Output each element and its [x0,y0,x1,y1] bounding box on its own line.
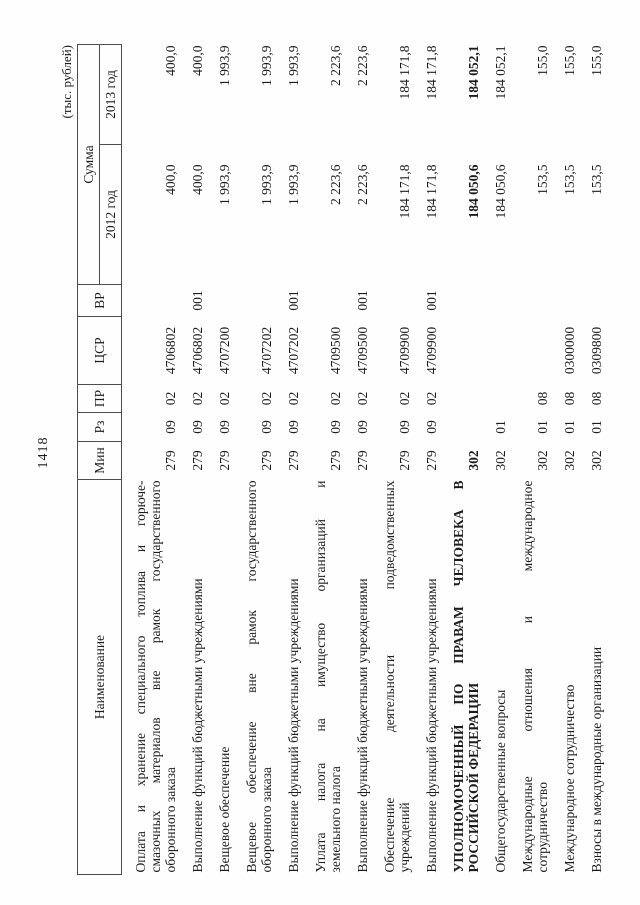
cell-name: Взносы в международные организации [589,646,604,873]
header-row-top [78,44,100,874]
cell-min: 302 [466,450,481,471]
cell-2013: 1 993,9 [286,45,301,86]
cell-pr [440,385,482,413]
cell-2013: 155,0 [562,45,577,76]
cell-vr [551,285,578,317]
cell-pr: 02 [190,391,205,406]
cell-2013: 400,0 [190,45,205,76]
cell-rz: 01 [589,420,604,434]
col-header-csr: ЦСР [78,317,122,385]
cell-2013: 1 993,9 [217,45,232,86]
cell-name: Общегосударственные вопросы [493,689,508,873]
table-row [179,44,206,874]
cell-name: Уплата налога на имущество организаций и земельного налога [313,480,343,873]
table-row [440,44,482,874]
col-header-min: Мин [78,442,122,480]
cell-2013: 155,0 [589,45,604,76]
cell-pr: 02 [259,391,274,406]
cell-vr [371,285,413,317]
cell-csr: 4709500 [355,326,370,375]
cell-2012: 2 223,6 [328,164,343,205]
cell-csr: 4706802 [190,326,205,375]
cell-name: Выполнение функций бюджетными учреждениями [424,578,439,873]
cell-rz: 09 [424,420,439,434]
cell-csr: 4709900 [424,326,439,375]
table-row [551,44,578,874]
cell-pr: 02 [328,391,343,406]
cell-csr [482,317,509,385]
cell-min: 302 [493,450,508,471]
cell-2013: 400,0 [163,45,178,76]
col-header-year-2012: 2012 год [100,145,122,285]
table-row [578,44,605,874]
cell-vr: 001 [424,290,439,311]
cell-min: 279 [259,450,274,471]
table-row [206,44,233,874]
cell-vr [233,285,275,317]
table-row [344,44,371,874]
table-row [302,44,344,874]
cell-vr: 001 [355,290,370,311]
table-row [371,44,413,874]
cell-min: 279 [328,450,343,471]
cell-vr [509,285,551,317]
cell-pr: 02 [286,391,301,406]
cell-2012: 1 993,9 [217,164,232,205]
cell-vr [302,285,344,317]
cell-2013: 155,0 [535,45,550,76]
cell-name: Выполнение функций бюджетными учреждениями [286,578,301,873]
cell-min: 279 [397,450,412,471]
cell-pr: 02 [163,391,178,406]
table-row [413,44,440,874]
col-header-year-2013: 2013 год [100,44,122,144]
cell-name: Выполнение функций бюджетными учреждениями [190,578,205,873]
cell-csr: 4709900 [397,326,412,375]
cell-vr [206,285,233,317]
cell-csr [440,317,482,385]
cell-min: 279 [217,450,232,471]
cell-2012: 184 171,8 [397,164,412,219]
cell-2012: 2 223,6 [355,164,370,205]
cell-min: 302 [562,450,577,471]
cell-2012: 1 993,9 [286,164,301,205]
col-header-rz: Рз [78,413,122,442]
cell-2012: 153,5 [589,164,604,195]
cell-rz: 09 [397,420,412,434]
cell-vr: 001 [190,290,205,311]
table-row [509,44,551,874]
cell-2012: 184 171,8 [424,164,439,219]
cell-min: 279 [190,450,205,471]
cell-rz: 01 [562,420,577,434]
table-row [482,44,509,874]
cell-vr [578,285,605,317]
cell-2013: 184 052,1 [493,45,508,100]
cell-pr: 08 [589,391,604,406]
budget-table [77,44,605,875]
cell-rz: 09 [286,420,301,434]
cell-rz: 01 [493,420,508,434]
cell-rz [440,413,482,442]
cell-pr: 02 [397,391,412,406]
col-header-vr: ВР [78,285,122,317]
cell-rz: 09 [355,420,370,434]
cell-csr [509,317,551,385]
cell-name: Обеспечение деятельности подведомственных учреждений [382,480,412,873]
cell-vr: 001 [286,290,301,311]
cell-2013: 184 171,8 [424,45,439,100]
cell-name: УПОЛНОМОЧЕННЫЙ ПО ПРАВАМ ЧЕЛОВЕКА В РОССИЙСКОЙ ФЕДЕРАЦИИ [451,480,481,873]
cell-2013: 1 993,9 [259,45,274,86]
cell-vr [440,285,482,317]
cell-name: Оплата и хранение специального топлива и горюче- смазочных материалов вне рамок государственного оборонного заказа [133,480,178,873]
cell-vr [122,285,180,317]
col-header-sum: Сумма [78,44,100,284]
cell-rz: 09 [163,420,178,434]
cell-min: 279 [286,450,301,471]
cell-2013: 184 052,1 [466,45,481,100]
cell-csr: 0300000 [562,326,577,375]
cell-min: 279 [424,450,439,471]
cell-min: 279 [355,450,370,471]
cell-rz: 09 [190,420,205,434]
cell-2012: 153,5 [562,164,577,195]
cell-name: Выполнение функций бюджетными учреждениями [355,578,370,873]
cell-2013: 2 223,6 [355,45,370,86]
cell-csr: 0309800 [589,326,604,375]
table-row [275,44,302,874]
cell-name: Вещевое обеспечение вне рамок государственного оборонного заказа [244,480,274,873]
page-number: 1418 [36,436,51,469]
cell-2013: 2 223,6 [328,45,343,86]
cell-pr: 08 [562,391,577,406]
cell-min: 302 [535,450,550,471]
cell-pr: 02 [424,391,439,406]
cell-2012: 184 050,6 [466,164,481,219]
cell-name: Международное сотрудничество [562,684,577,873]
cell-csr: 4707202 [259,326,274,375]
cell-2012: 400,0 [190,164,205,195]
cell-csr: 4707202 [286,326,301,375]
cell-rz: 09 [328,420,343,434]
cell-csr: 4707200 [217,326,232,375]
col-header-pr: ПР [78,385,122,413]
cell-pr: 02 [217,391,232,406]
cell-rz: 01 [535,420,550,434]
cell-name: Международные отношения и международное сотрудничество [520,480,550,873]
cell-name: Вещевое обеспечение [217,746,232,873]
cell-2012: 153,5 [535,164,550,195]
cell-pr: 08 [535,391,550,406]
table-body [122,44,606,874]
cell-min: 279 [163,450,178,471]
cell-2013: 184 171,8 [397,45,412,100]
cell-pr: 02 [355,391,370,406]
cell-2012: 400,0 [163,164,178,195]
cell-csr: 4706802 [163,326,178,375]
col-header-name: Наименование [78,480,122,875]
table-row [122,44,180,874]
cell-2012: 184 050,6 [493,164,508,219]
cell-vr [482,285,509,317]
cell-rz: 09 [217,420,232,434]
table-header [78,44,122,874]
units-label: (тыс. рублей) [59,45,74,119]
cell-min: 302 [589,450,604,471]
cell-rz: 09 [259,420,274,434]
cell-pr [482,385,509,413]
cell-2012: 1 993,9 [259,164,274,205]
cell-csr: 4709500 [328,326,343,375]
table-row [233,44,275,874]
